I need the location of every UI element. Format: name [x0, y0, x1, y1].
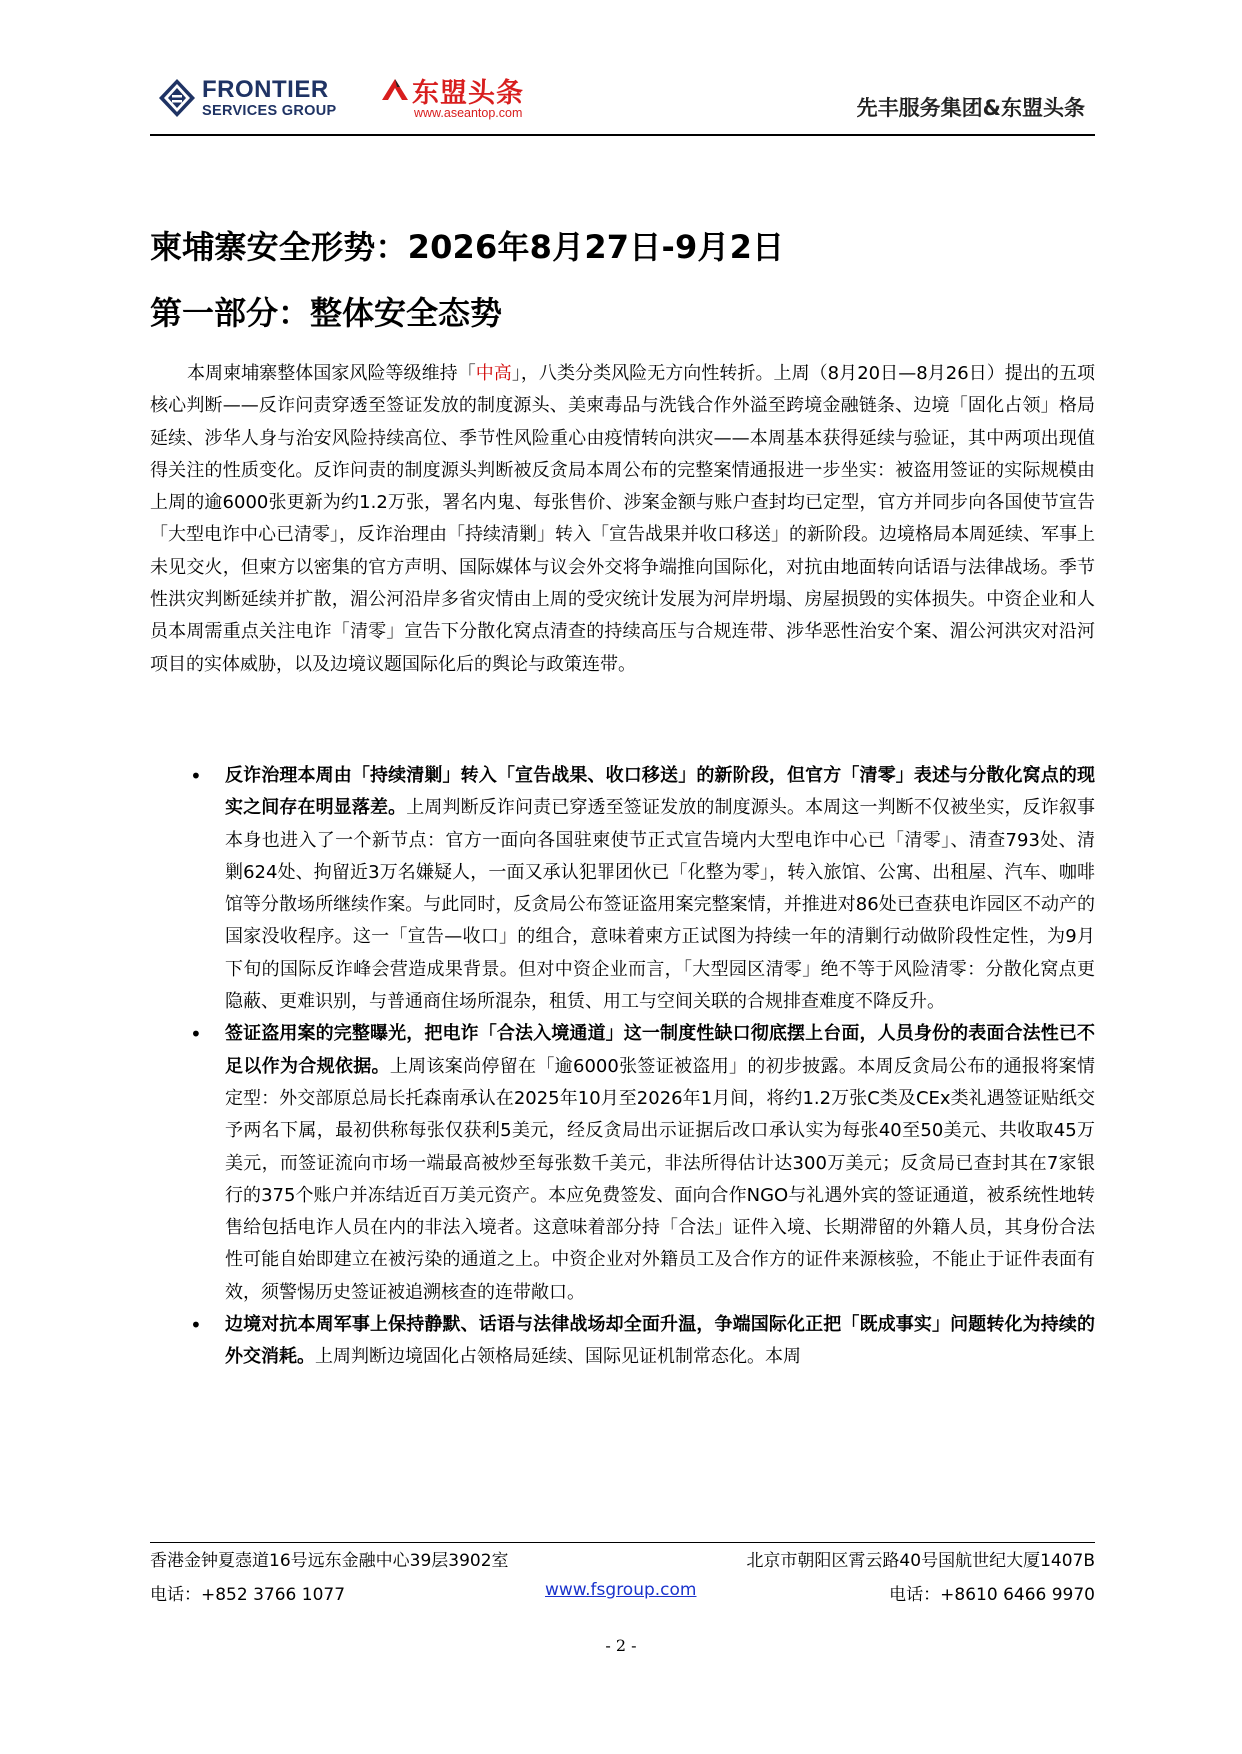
- footer-divider: [150, 1542, 1095, 1543]
- header-org-title: 先丰服务集团&东盟头条: [856, 96, 1085, 120]
- risk-level-text: 中高: [475, 363, 512, 384]
- section-heading: 第一部分：整体安全态势: [150, 294, 503, 332]
- finding-lead: 签证盗用案的完整曝光，把电诈「合法入境通道」这一制度性缺口彻底摆上台面，人员身份的表面合法性已不足以作为合规依据。: [225, 1023, 1095, 1077]
- finding-text: 上周判断反诈问责已穿透至签证发放的制度源头。本周这一判断不仅被坐实，反诈叙事本身也进入了一个新节点：官方一面向各国驻柬使节正式宣告境内大型电诈中心已「清零」、清查793处、清剿624处、拘留近3万名嫌疑人，一面又承认犯罪团伙已「化整为零」，转入旅馆、公寓、出租屋、汽车、咖啡馆等分散场所继续作案。与此同时，反贪局公布签证盗用案完整案情，并推进对86处已查获电诈园区不动产的国家没收程序。这一「宣告—收口」的组合，意味着柬方正试图为持续一年的清剿行动做阶段性定性，为9月下旬的国际反诈峰会营造成果背景。但对中资企业而言，「大型园区清零」绝不等于风险清零：分散化窝点更隐蔽、更难识别，与普通商住场所混杂，租赁、用工与空间关联的合规排查难度不降反升。: [225, 797, 1096, 1013]
- finding-lead: 边境对抗本周军事上保持静默、话语与法律战场却全面升温，争端国际化正把「既成事实」问题转化为持续的外交消耗。: [225, 1314, 1095, 1368]
- fsg-name-line2: SERVICES GROUP: [202, 103, 337, 119]
- intro-paragraph: [150, 358, 1095, 681]
- aseantop-mark-icon: [380, 76, 410, 102]
- beijing-phone: 电话：+8610 6466 9970: [889, 1585, 1095, 1605]
- finding-text: 上周该案尚停留在「逾6000张签证被盗用」的初步披露。本周反贪局公布的通报将案情定型：外交部原总局长托森南承认在2025年10月至2026年1月间，将约1.2万张C类及CEx类礼遇签证贴纸交予两名下属，最初供称每张仅获利5美元，经反贪局出示证据后改口承认实为每张40至50美元、共收取45万美元，而签证流向市场一端最高被炒至每张数千美元，非法所得估计达300万美元；反贪局已查封其在7家银行的375个账户并冻结近百万美元资产。本应免费签发、面向合作NGO与礼遇外宾的签证通道，被系统性地转售给包括电诈人员在内的非法入境者。这意味着部分持「合法」证件入境、长期滞留的外籍人员，其身份合法性可能自始即建立在被污染的通道之上。中资企业对外籍员工及合作方的证件来源核验，不能止于证件表面有效，须警惕历史签证被追溯核查的连带敞口。: [225, 1055, 1095, 1303]
- bullet-icon: •: [190, 1313, 202, 1338]
- list-item: [150, 1018, 1095, 1309]
- intro-text-part1: 本周柬埔寨整体国家风险等级维持「: [187, 363, 476, 384]
- beijing-address: 北京市朝阳区霄云路40号国航世纪大厦1407B: [746, 1551, 1095, 1571]
- finding-lead: 反诈治理本周由「持续清剿」转入「宣告战果、收口移送」的新阶段，但官方「清零」表述与分散化窝点的现实之间存在明显落差。: [225, 765, 1095, 819]
- header-divider: [150, 134, 1095, 136]
- document-title: 柬埔寨安全形势：2026年8月27日-9月2日: [150, 228, 785, 266]
- page-header: [150, 64, 1095, 134]
- list-item: [150, 760, 1095, 1018]
- frontier-services-group-logo: [158, 74, 348, 126]
- aseantop-logo: [380, 70, 550, 126]
- website-link[interactable]: www.fsgroup.com: [545, 1580, 697, 1600]
- fsg-name-line1: FRONTIER: [202, 76, 329, 103]
- hong-kong-address: 香港金钟夏悫道16号远东金融中心39层3902室: [150, 1551, 509, 1571]
- fsg-emblem-icon: [158, 78, 196, 118]
- finding-text: 上周判断边境固化占领格局延续、国际见证机制常态化。本周: [315, 1346, 801, 1368]
- page-number: - 2 -: [605, 1636, 637, 1655]
- intro-text-part2: 」，八类分类风险无方向性转折。上周（8月20日—8月26日）提出的五项核心判断——反诈问责穿透至签证发放的制度源头、美柬毒品与洗钱合作外溢至跨境金融链条、边境「固化占领」格局延续、涉华人身与治安风险持续高位、季节性风险重心由疫情转向洪灾——本周基本获得延续与验证，其中两项出现值得关注的性质变化。反诈问责的制度源头判断被反贪局本周公布的完整案情通报进一步坐实：被盗用签证的实际规模由上周的逾6000张更新为约1.2万张，署名内鬼、每张售价、涉案金额与账户查封均已定型，官方并同步向各国使节宣告「大型电诈中心已清零」，反诈治理由「持续清剿」转入「宣告战果并收口移送」的新阶段。边境格局本周延续、军事上未见交火，但柬方以密集的官方声明、国际媒体与议会外交将争端推向国际化，对抗由地面转向话语与法律战场。季节性洪灾判断延续并扩散，湄公河沿岸多省灾情由上周的受灾统计发展为河岸坍塌、房屋损毁的实体损失。中资企业和人员本周需重点关注电诈「清零」宣告下分散化窝点清查的持续高压与合规连带、涉华恶性治安个案、湄公河洪灾对沿河项目的实体威胁，以及边境议题国际化后的舆论与政策连带。: [150, 363, 1095, 675]
- hong-kong-phone: 电话：+852 3766 1077: [150, 1585, 346, 1605]
- bullet-icon: •: [190, 764, 202, 788]
- key-findings-list: [150, 760, 1095, 1374]
- aseantop-url: www.aseantop.com: [414, 106, 523, 120]
- aseantop-name: 东盟头条: [412, 78, 524, 109]
- list-item: [150, 1309, 1095, 1374]
- bullet-icon: •: [190, 1022, 202, 1047]
